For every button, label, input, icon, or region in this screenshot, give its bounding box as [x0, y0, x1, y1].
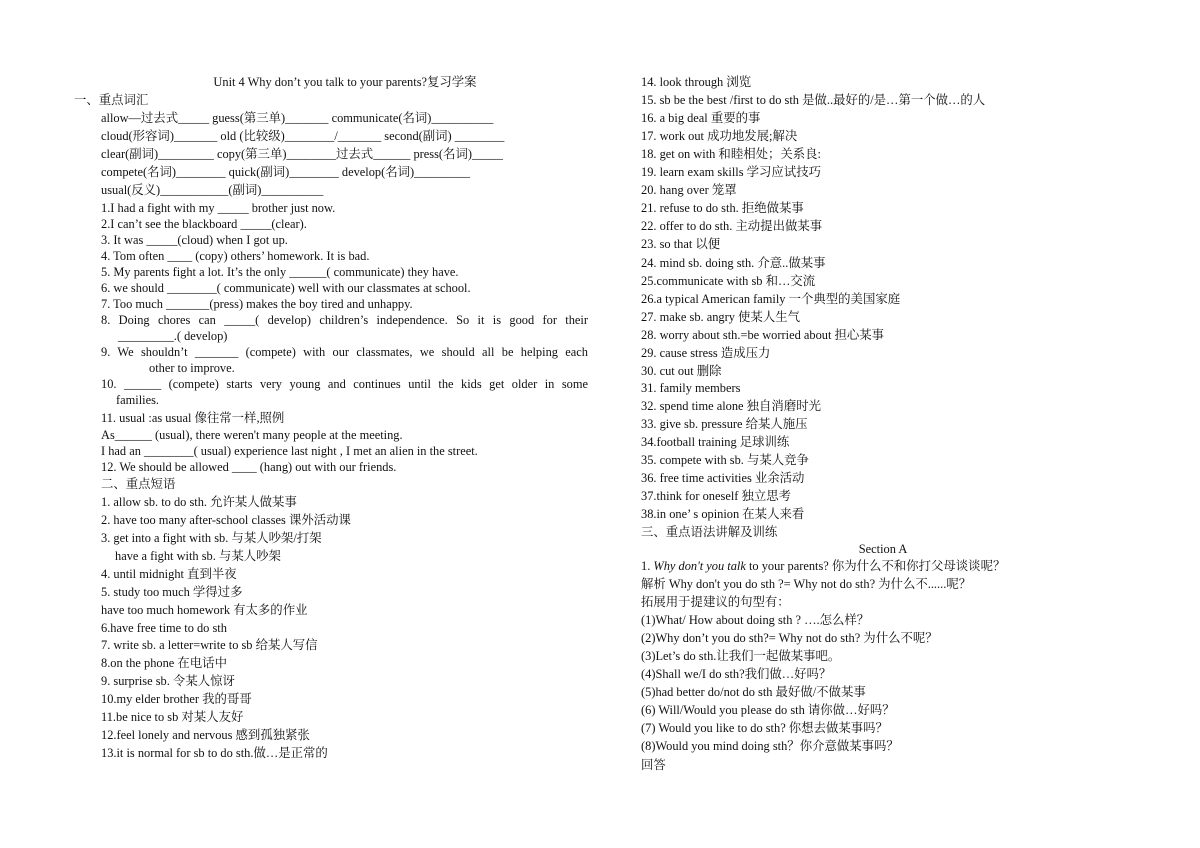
exercise-line: 1.I had a fight with my _____ brother just now.	[101, 201, 336, 215]
phrase-line: 10.my elder brother 我的哥哥	[101, 692, 252, 706]
exercise-line: 12. We should be allowed ____ (hang) out with our friends.	[101, 460, 397, 474]
phrase-line: 3. get into a fight with sb. 与某人吵架/打架	[101, 531, 322, 545]
vocab-line: clear(副词)_________ copy(第三单)________过去式______ press(名词)_____	[101, 147, 503, 161]
exercise-line: As______ (usual), there weren't many people at the meeting.	[101, 428, 403, 442]
phrase-line: 19. learn exam skills 学习应试技巧	[641, 165, 821, 179]
grammar-line: (3)Let’s do sth.让我们一起做某事吧。	[641, 649, 841, 663]
phrase-line: 9. surprise sb. 令某人惊讶	[101, 674, 235, 688]
phrase-line: 35. compete with sb. 与某人竞争	[641, 453, 809, 467]
exercise-line: 8. Doing chores can _____( develop) children’s independence. So it is good for their	[101, 313, 588, 327]
phrase-line: 4. until midnight 直到半夜	[101, 567, 237, 581]
phrase-line: 21. refuse to do sth. 拒绝做某事	[641, 201, 804, 215]
phrase-line: 26.a typical American family 一个典型的美国家庭	[641, 292, 901, 306]
exercise-line: 4. Tom often ____ (copy) others’ homework. It is bad.	[101, 249, 370, 263]
grammar-line-number: 1.	[641, 559, 654, 573]
section-heading: 一、重点词汇	[74, 93, 149, 107]
exercise-line: I had an ________( usual) experience last night , I met an alien in the street.	[101, 444, 478, 458]
phrase-line: 31. family members	[641, 381, 741, 395]
phrase-line: 29. cause stress 造成压力	[641, 346, 771, 360]
grammar-line: (8)Would you mind doing sth？你介意做某事吗？	[641, 739, 899, 753]
exercise-line: 10. ______ (compete) starts very young and continues until the kids get older in some	[101, 377, 588, 391]
phrase-line: 30. cut out 删除	[641, 364, 722, 378]
phrase-line: 16. a big deal 重要的事	[641, 111, 761, 125]
phrase-line: 8.on the phone 在电话中	[101, 656, 227, 670]
phrase-line: have too much homework 有太多的作业	[101, 603, 308, 617]
grammar-line: (7) Would you like to do sth? 你想去做某事吗？	[641, 721, 888, 735]
grammar-line	[641, 558, 1005, 574]
phrase-line: 1. allow sb. to do sth. 允许某人做某事	[101, 495, 297, 509]
grammar-line-rest: to your parents? 你为什么不和你打父母谈谈呢？	[745, 559, 1006, 573]
grammar-line: 回答	[641, 758, 666, 772]
phrase-line: 32. spend time alone 独自消磨时光	[641, 399, 821, 413]
vocab-line: allow—过去式_____ guess(第三单)_______ communicate(名词)__________	[101, 111, 494, 125]
grammar-line: 解析 Why don't you do sth ?= Why not do sth? 为什么不......呢？	[641, 577, 972, 591]
phrase-line: 6.have free time to do sth	[101, 621, 227, 635]
grammar-line: (5)had better do/not do sth 最好做/不做某事	[641, 685, 866, 699]
exercise-line: _________.( develop)	[118, 329, 228, 343]
exercise-line: other to improve.	[149, 361, 235, 375]
phrase-line: 36. free time activities 业余活动	[641, 471, 805, 485]
phrase-line: 28. worry about sth.=be worried about 担心某事	[641, 328, 885, 342]
phrase-line: 2. have too many after-school classes 课外活动课	[101, 513, 351, 527]
grammar-line: (6) Will/Would you please do sth 请你做…好吗？	[641, 703, 895, 717]
exercise-line: 6. we should ________( communicate) well with our classmates at school.	[101, 281, 471, 295]
phrase-line: 27. make sb. angry 使某人生气	[641, 310, 800, 324]
phrase-line: 37.think for oneself 独立思考	[641, 489, 792, 503]
exercise-line: 11. usual :as usual 像往常一样,照例	[101, 411, 285, 425]
phrase-line: 18. get on with 和睦相处；关系良:	[641, 147, 822, 161]
phrase-line: 24. mind sb. doing sth. 介意..做某事	[641, 256, 826, 270]
section-subheading: Section A	[858, 542, 908, 556]
phrase-line: 25.communicate with sb 和…交流	[641, 274, 816, 288]
phrase-line: 33. give sb. pressure 给某人施压	[641, 417, 808, 431]
exercise-line: 3. It was _____(cloud) when I got up.	[101, 233, 288, 247]
vocab-line: usual(反义)___________(副词)__________	[101, 183, 324, 197]
page-title: Unit 4 Why don’t you talk to your parents?复习学案	[213, 75, 477, 89]
vocab-line: cloud(形容词)_______ old (比较级)________/_______ second(副词) ________	[101, 129, 505, 143]
exercise-line: 7. Too much _______(press) makes the boy tired and unhappy.	[101, 297, 413, 311]
section-heading: 二、重点短语	[101, 477, 176, 491]
phrase-line: 17. work out 成功地发展;解决	[641, 129, 798, 143]
exercise-line: 9. We shouldn’t _______ (compete) with our classmates, we should all be helping each	[101, 345, 588, 359]
exercise-line: 5. My parents fight a lot. It’s the only ______( communicate) they have.	[101, 265, 459, 279]
phrase-line: 14. look through 浏览	[641, 75, 752, 89]
phrase-line: 5. study too much 学得过多	[101, 585, 243, 599]
phrase-line: 7. write sb. a letter=write to sb 给某人写信	[101, 638, 318, 652]
phrase-line: 34.football training 足球训练	[641, 435, 790, 449]
phrase-line: 20. hang over 笼罩	[641, 183, 737, 197]
phrase-line: 22. offer to do sth. 主动提出做某事	[641, 219, 823, 233]
grammar-line: (1)What/ How about doing sth ? ….怎么样？	[641, 613, 870, 627]
exercise-line: families.	[116, 393, 160, 407]
section-heading: 三、重点语法讲解及训练	[641, 525, 778, 539]
phrase-line: 13.it is normal for sb to do sth.做…是正常的	[101, 746, 328, 760]
phrase-line: have a fight with sb. 与某人吵架	[115, 549, 281, 563]
exercise-line: 2.I can’t see the blackboard _____(clear).	[101, 217, 307, 231]
vocab-line: compete(名词)________ quick(副词)________ develop(名词)_________	[101, 165, 470, 179]
phrase-line: 23. so that 以便	[641, 237, 721, 251]
phrase-line: 15. sb be the best /first to do sth 是做..最好的/是…第一个做…的人	[641, 93, 986, 107]
grammar-line: 拓展用于提建议的句型有：	[641, 595, 790, 609]
phrase-line: 11.be nice to sb 对某人友好	[101, 710, 244, 724]
grammar-italic-phrase: Why don't you talk	[653, 559, 746, 573]
grammar-line: (4)Shall we/I do sth?我们做…好吗？	[641, 667, 832, 681]
phrase-line: 38.in one’ s opinion 在某人来看	[641, 507, 805, 521]
phrase-line: 12.feel lonely and nervous 感到孤独紧张	[101, 728, 310, 742]
grammar-line: (2)Why don’t you do sth?= Why not do sth? 为什么不呢？	[641, 631, 938, 645]
